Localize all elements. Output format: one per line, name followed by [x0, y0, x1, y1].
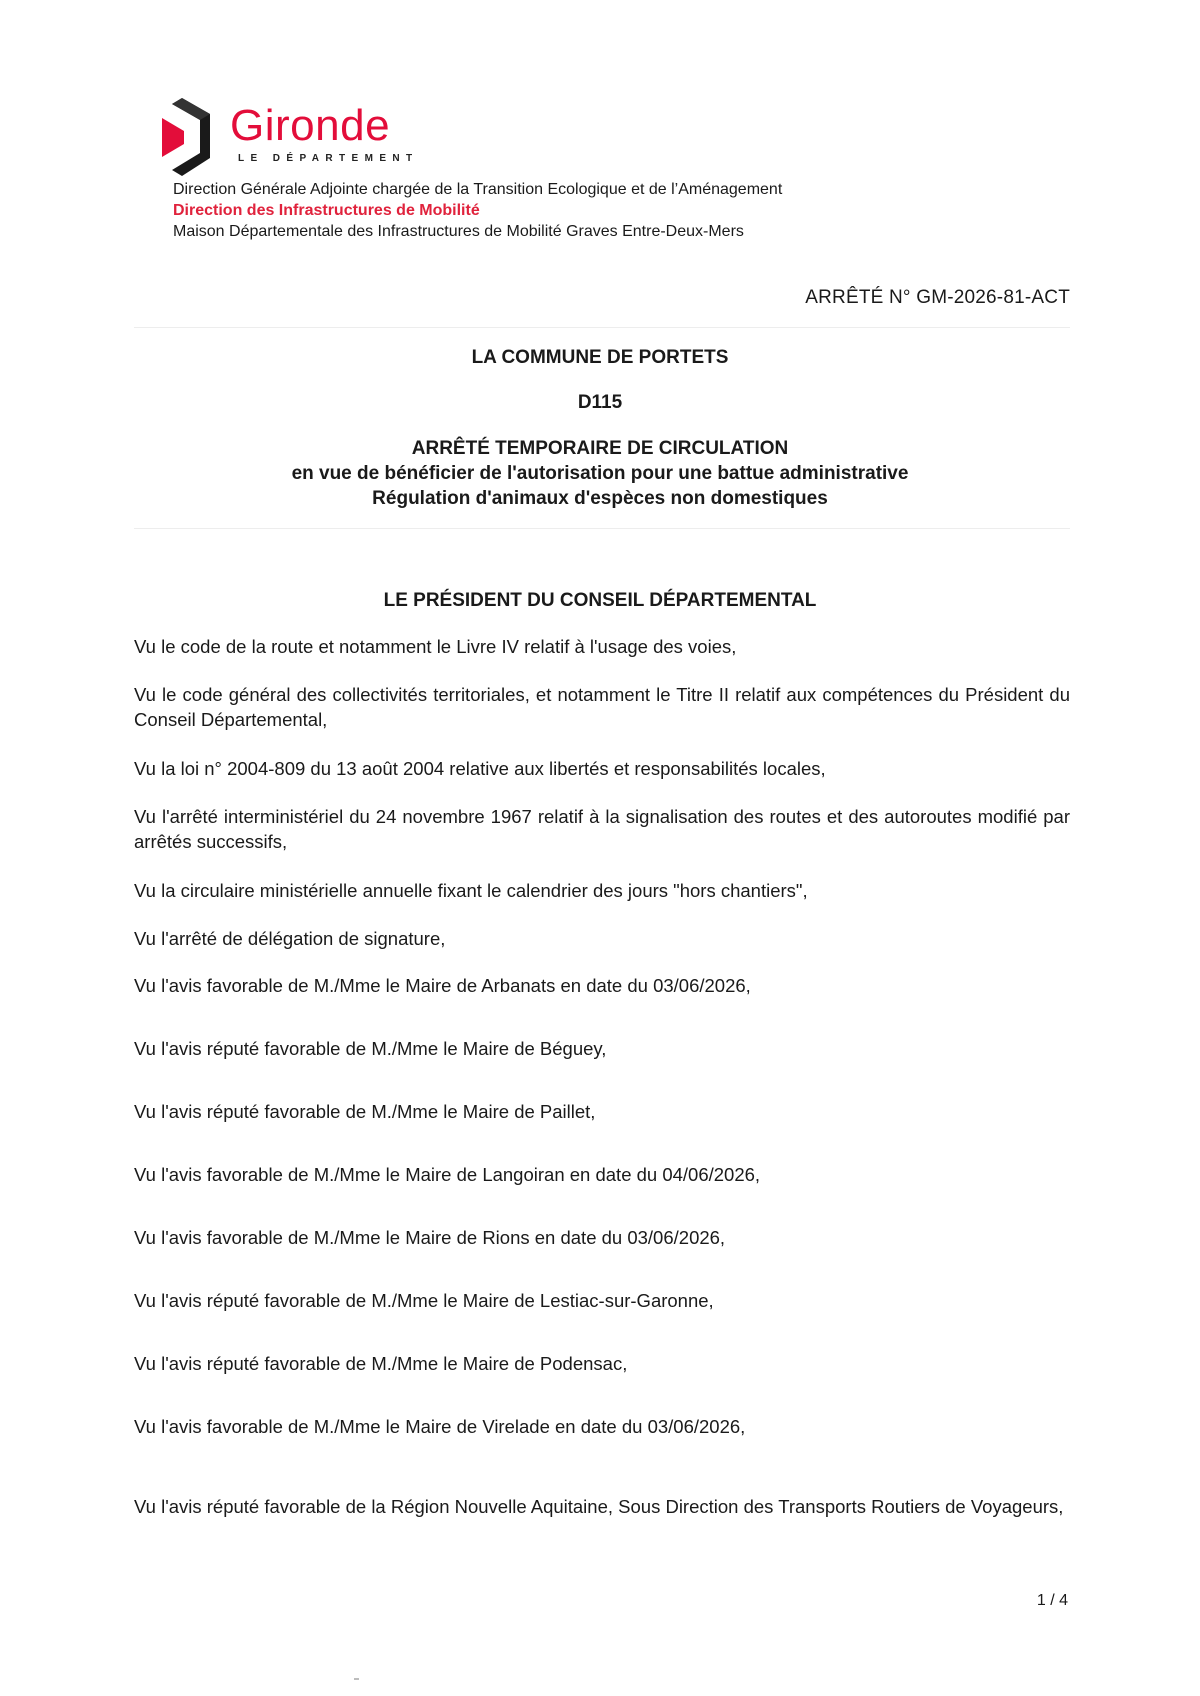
consideration-item: Vu l'avis réputé favorable de M./Mme le Maire de Béguey, — [134, 1038, 607, 1059]
consideration-item: Vu l'avis favorable de M./Mme le Maire de Rions en date du 03/06/2026, — [134, 1227, 726, 1248]
consideration-item: Vu l'avis favorable de M./Mme le Maire de Virelade en date du 03/06/2026, — [134, 1416, 746, 1437]
consideration-item: Vu l'avis réputé favorable de M./Mme le Maire de Podensac, — [134, 1353, 628, 1374]
header-direction: Direction des Infrastructures de Mobilité — [173, 202, 480, 219]
consideration-item: Vu le code général des collectivités territoriales, et notamment le Titre II relatif aux compétences du Président du Conseil Départemental, — [134, 684, 1070, 730]
arrete-title: ARRÊTÉ TEMPORAIRE DE CIRCULATION — [411, 438, 789, 459]
scan-artifact — [354, 1678, 359, 1680]
consideration-item: Vu l'arrêté de délégation de signature, — [134, 928, 446, 949]
consideration-item: Vu l'avis réputé favorable de M./Mme le Maire de Lestiac-sur-Garonne, — [134, 1290, 714, 1311]
president-title: LE PRÉSIDENT DU CONSEIL DÉPARTEMENTAL — [383, 590, 817, 611]
header-directorate: Direction Générale Adjointe chargée de la Transition Ecologique et de l’Aménagement — [173, 181, 783, 198]
consideration-item: Vu l'avis favorable de M./Mme le Maire de Arbanats en date du 03/06/2026, — [134, 975, 751, 996]
consideration-item: Vu l'avis favorable de M./Mme le Maire de Langoiran en date du 04/06/2026, — [134, 1164, 761, 1185]
consideration-item: Vu le code de la route et notamment le Livre IV relatif à l'usage des voies, — [134, 636, 737, 657]
divider-bottom — [134, 528, 1070, 529]
gironde-logo — [160, 98, 430, 178]
header-maison: Maison Départementale des Infrastructures de Mobilité Graves Entre-Deux-Mers — [173, 223, 744, 240]
consideration-item: Vu l'arrêté interministériel du 24 novembre 1967 relatif à la signalisation des routes et des autoroutes modifié par arrêtés successifs, — [134, 806, 1070, 852]
page-number: 1 / 4 — [1036, 1592, 1068, 1609]
gironde-chevron-icon — [160, 98, 226, 176]
consideration-item: Vu la loi n° 2004-809 du 13 août 2004 relative aux libertés et responsabilités locales, — [134, 758, 826, 779]
logo-subtitle: LE DÉPARTEMENT — [238, 153, 419, 164]
arrete-reference: ARRÊTÉ N° GM-2026-81-ACT — [805, 287, 1070, 308]
arrete-subtitle-2: Régulation d'animaux d'espèces non domestiques — [372, 488, 828, 509]
logo-wordmark: Gironde — [230, 101, 391, 150]
divider-top — [134, 327, 1070, 328]
road-title: D115 — [577, 392, 623, 413]
consideration-item: Vu l'avis réputé favorable de la Région Nouvelle Aquitaine, Sous Direction des Transports Routiers de Voyageurs, — [134, 1496, 1064, 1517]
commune-title: LA COMMUNE DE PORTETS — [471, 347, 729, 368]
consideration-item: Vu la circulaire ministérielle annuelle fixant le calendrier des jours "hors chantiers", — [134, 880, 808, 901]
consideration-item: Vu l'avis réputé favorable de M./Mme le Maire de Paillet, — [134, 1101, 596, 1122]
arrete-subtitle-1: en vue de bénéficier de l'autorisation pour une battue administrative — [291, 463, 909, 484]
